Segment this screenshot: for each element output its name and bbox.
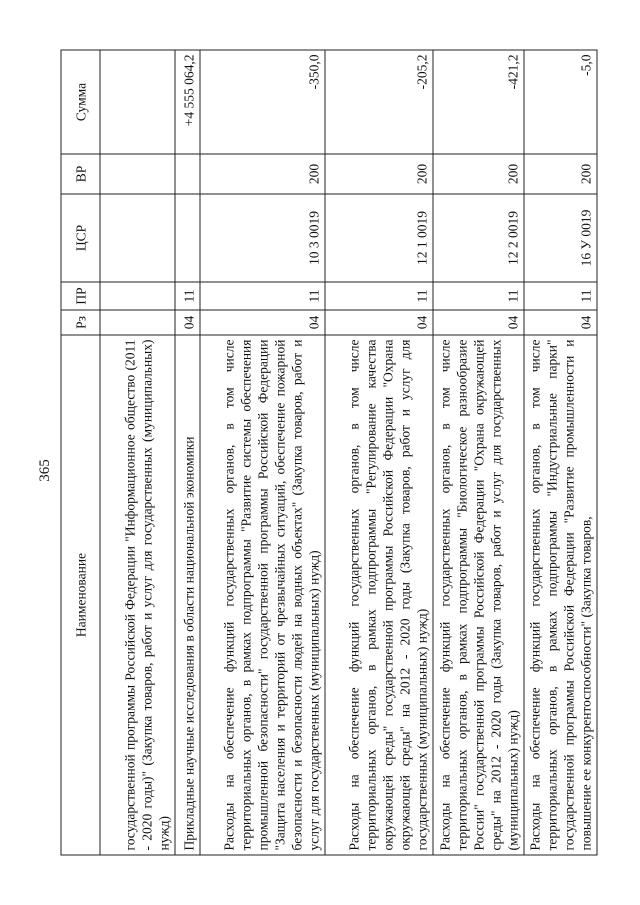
- cell-name: Расходы на обеспечение функций государственных органов, в том числе территориальных органов, в рамках подпрограммы "Биологическое разнообразие России" государственной программы Российской Федерации "Охрана окружающей среды" на 2012 - 2020 годы (Закупка товаров, работ и услуг для государственных (муниципальных) нужд): [433, 335, 524, 855]
- cell-pr: 11: [325, 282, 433, 310]
- cell-rz: 04: [175, 310, 200, 335]
- cell-rz: [100, 310, 175, 335]
- cell-csr: 12 1 0019: [325, 194, 433, 282]
- cell-vr: 200: [524, 154, 597, 194]
- header-sum: Сумма: [61, 50, 100, 154]
- header-rz: Рз: [61, 310, 100, 335]
- table-row: [433, 50, 524, 855]
- cell-rz: 04: [524, 310, 597, 335]
- cell-csr: [100, 194, 175, 282]
- cell-vr: [175, 154, 200, 194]
- cell-pr: 11: [433, 282, 524, 310]
- cell-sum: -350,0: [200, 50, 325, 154]
- cell-vr: [100, 154, 175, 194]
- header-name: Наименование: [61, 335, 100, 855]
- cell-sum: -421,2: [433, 50, 524, 154]
- table-header-row: [61, 50, 100, 855]
- cell-csr: [175, 194, 200, 282]
- cell-pr: [100, 282, 175, 310]
- cell-rz: 04: [433, 310, 524, 335]
- header-pr: ПР: [61, 282, 100, 310]
- page-number: 365: [36, 459, 53, 482]
- cell-csr: 12 2 0019: [433, 194, 524, 282]
- cell-vr: 200: [433, 154, 524, 194]
- cell-sum: -5,0: [524, 50, 597, 154]
- table-row: [100, 50, 175, 855]
- cell-sum: [100, 50, 175, 154]
- cell-name: Расходы на обеспечение функций государственных органов, в том числе территориальных органов, в рамках подпрограммы "Развитие системы обеспечения промышленной безопасности" государственной программы Российской Федерации "Защита населения и территорий от чрезвычайных ситуаций, обеспечение пожарной безопасности и безопасности людей на водных объектах" (Закупка товаров, работ и услуг для государственных (муниципальных) нужд): [200, 335, 325, 855]
- cell-rz: 04: [200, 310, 325, 335]
- cell-name: Расходы на обеспечение функций государственных органов, в том числе территориальных органов, в рамках подпрограммы "Индустриальные парки" государственной программы Российской Федерации "Развитие промышленности и повышение ее конкурентоспособности" (Закупка товаров,: [524, 335, 597, 855]
- header-vr: ВР: [61, 154, 100, 194]
- cell-name: Расходы на обеспечение функций государственных органов, в том числе территориальных органов, в рамках подпрограммы "Регулирование качества окружающей среды" государственной программы Российской Федерации "Охрана окружающей среды" на 2012 - 2020 годы (Закупка товаров, работ и услуг для государственных (муниципальных) нужд): [325, 335, 433, 855]
- budget-table: [60, 49, 597, 855]
- table-row: [175, 50, 200, 855]
- cell-name: государственной программы Российской Федерации "Информационное общество (2011 - 2020 годы)" (Закупка товаров, работ и услуг для государственных (муниципальных) нужд): [100, 335, 175, 855]
- table-row: [524, 50, 597, 855]
- cell-pr: 11: [175, 282, 200, 310]
- cell-sum: +4 555 064,2: [175, 50, 200, 154]
- cell-csr: 10 3 0019: [200, 194, 325, 282]
- cell-vr: 200: [200, 154, 325, 194]
- header-csr: ЦСР: [61, 194, 100, 282]
- cell-csr: 16 У 0019: [524, 194, 597, 282]
- cell-sum: -205,2: [325, 50, 433, 154]
- cell-name: Прикладные научные исследования в области национальной экономики: [175, 335, 200, 855]
- table-row: [200, 50, 325, 855]
- cell-vr: 200: [325, 154, 433, 194]
- table-row: [325, 50, 433, 855]
- cell-pr: 11: [200, 282, 325, 310]
- cell-rz: 04: [325, 310, 433, 335]
- budget-table-sheet: [60, 50, 593, 855]
- cell-pr: 11: [524, 282, 597, 310]
